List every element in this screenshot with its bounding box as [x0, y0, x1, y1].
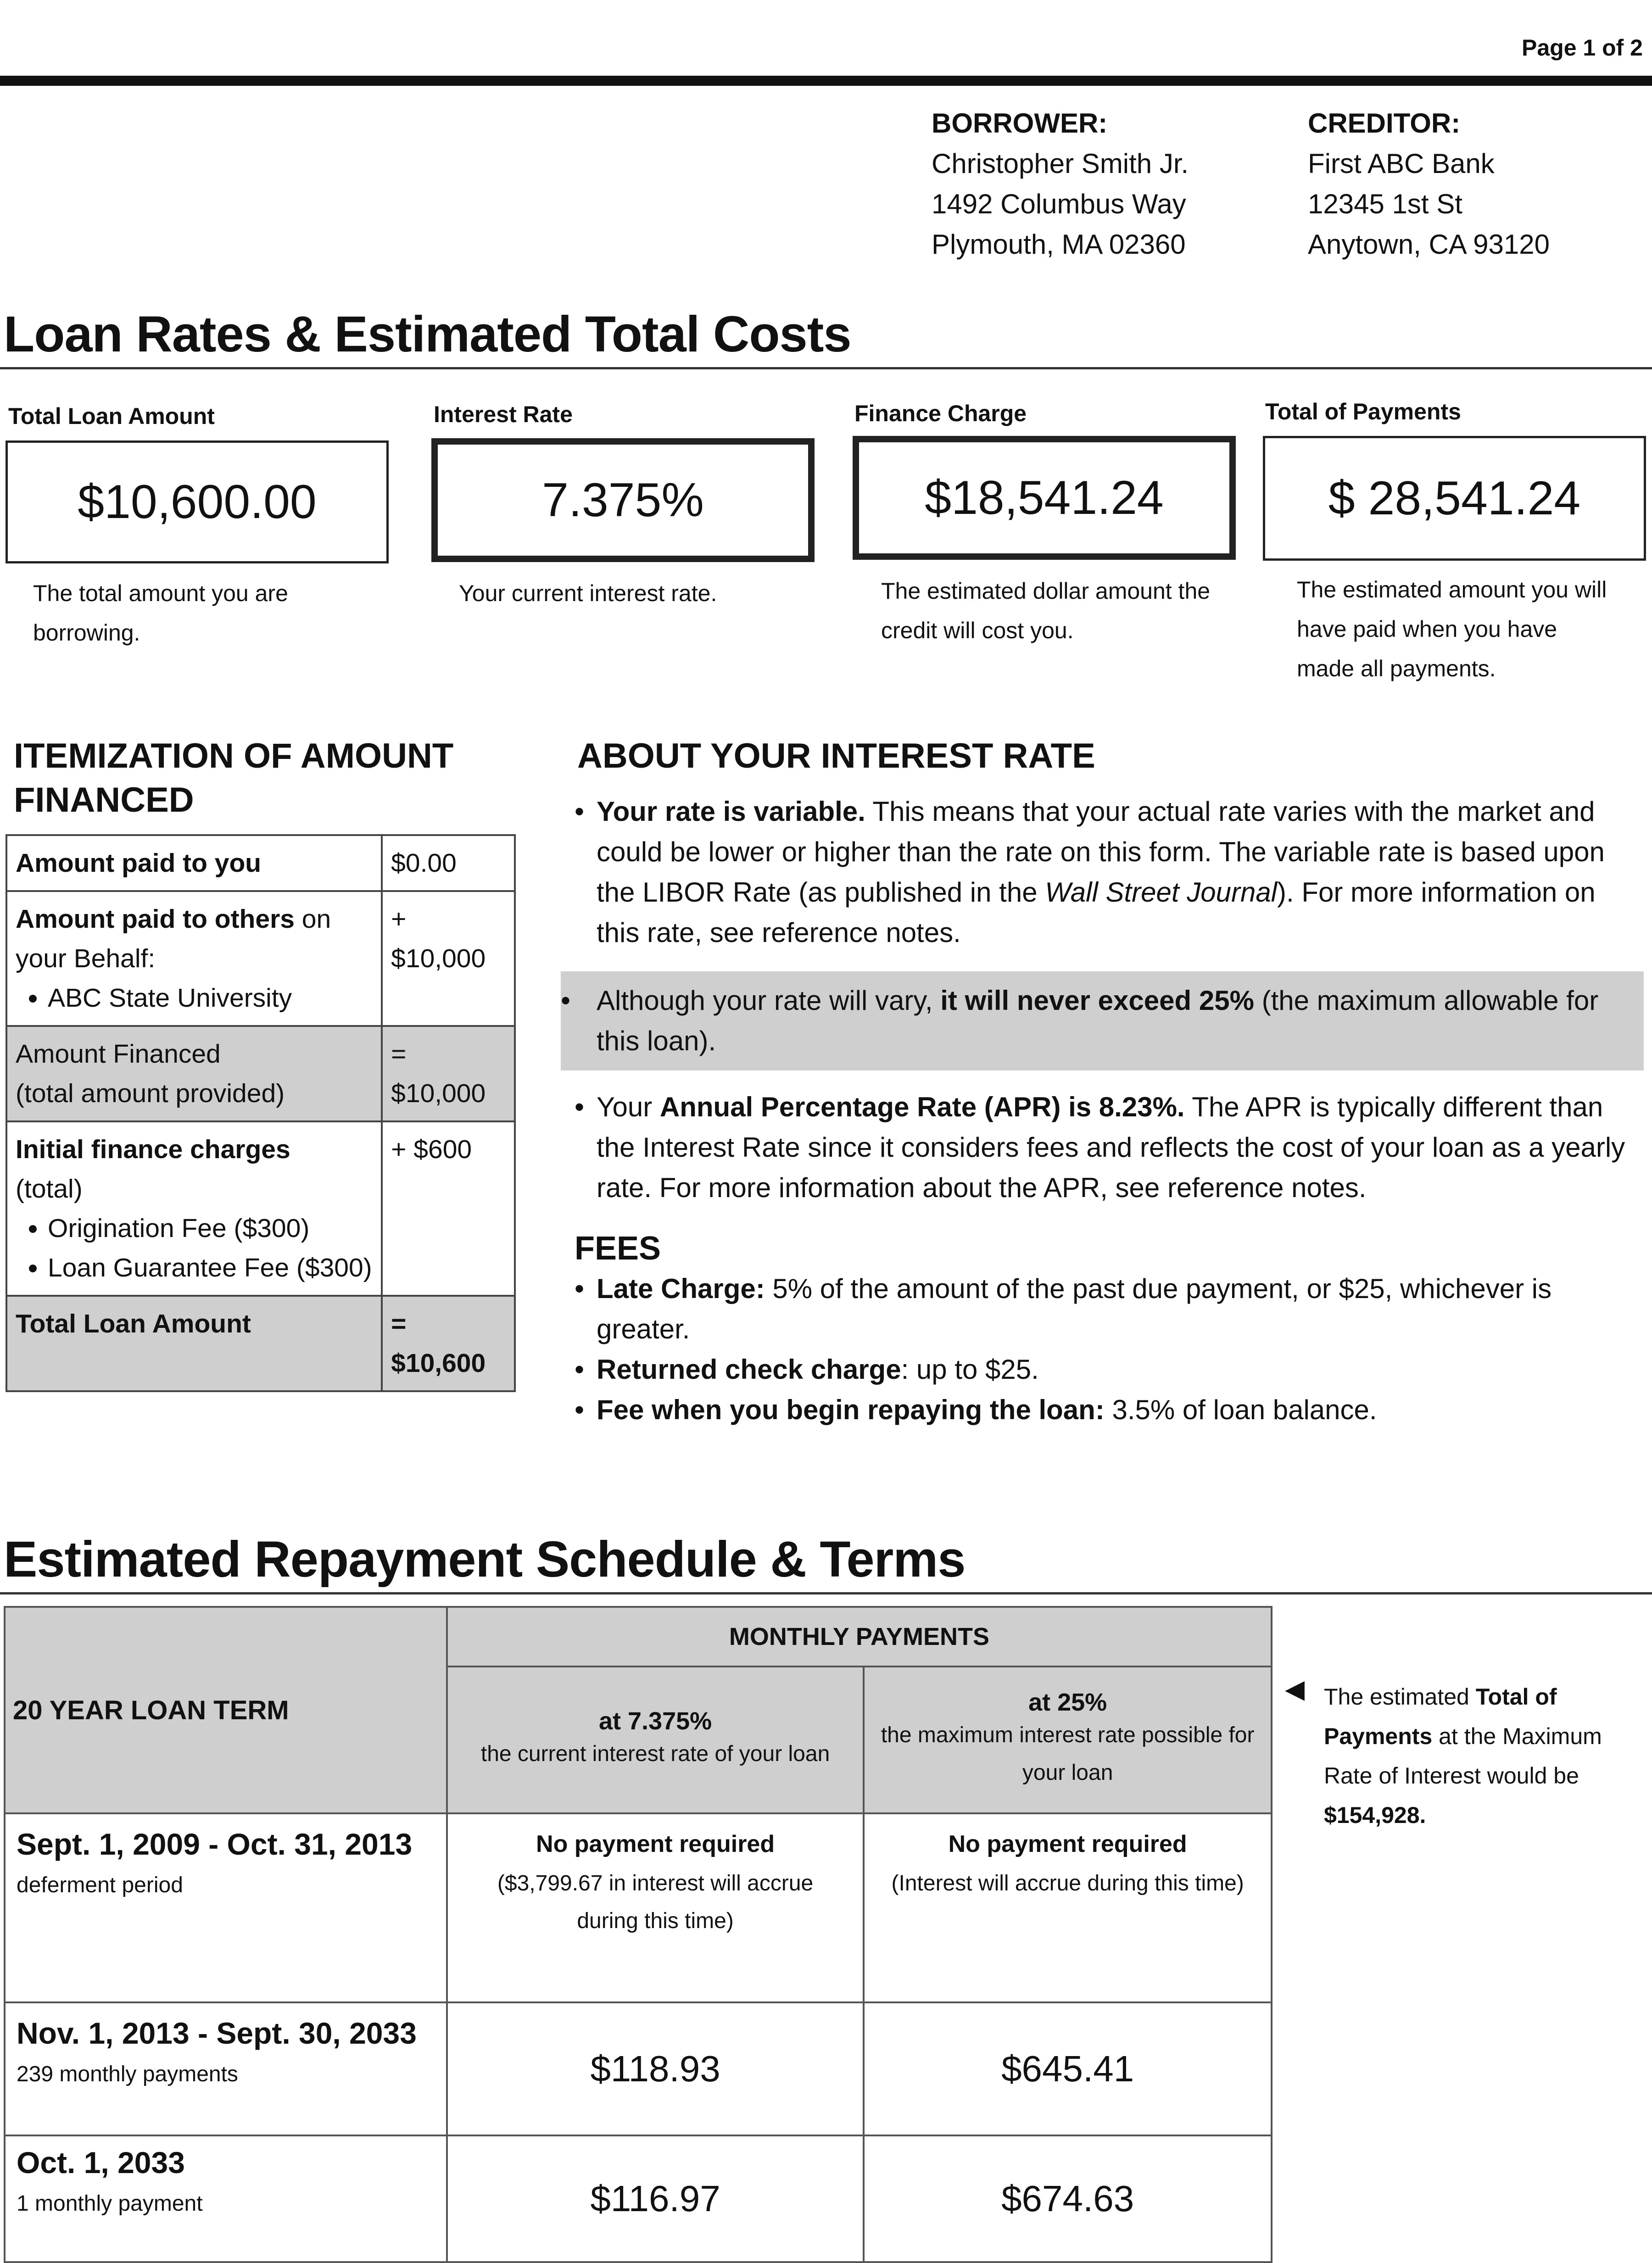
- max-rate-subheading: the maximum interest rate possible for your loan: [881, 1723, 1255, 1785]
- creditor-block: [1308, 103, 1629, 265]
- schedule-header-row: [5, 1607, 1272, 1667]
- borrower-address-line1: 1492 Columbus Way: [932, 189, 1186, 219]
- amount-paid-to-others-value: + $10,000: [382, 891, 515, 1026]
- repayment-fee-item: [575, 1390, 1644, 1430]
- finance-charge-label: Finance Charge: [854, 401, 1027, 426]
- initial-finance-charges-label: Initial finance charges: [16, 1135, 290, 1164]
- max-rate-header: [864, 1667, 1272, 1813]
- header-rule: [0, 76, 1652, 86]
- max-total-text: The estimated: [1324, 1684, 1476, 1710]
- amount-financed-sublabel: (total amount provided): [16, 1079, 285, 1108]
- itemization-row: [6, 1296, 515, 1391]
- repayment-fee-bold: Fee when you begin repaying the loan:: [597, 1394, 1105, 1425]
- monthly-payments-header: MONTHLY PAYMENTS: [447, 1607, 1272, 1667]
- finance-charge-box: [853, 436, 1236, 560]
- max-rate-text-end: (the maximum allowable for this loan).: [597, 985, 1599, 1056]
- origination-fee-item: • Origination Fee ($300): [48, 1209, 373, 1248]
- itemization-row: [6, 835, 515, 891]
- interest-rate-box: [431, 438, 815, 562]
- current-rate-payment: $116.97: [447, 2135, 864, 2262]
- schedule-period-desc: deferment period: [17, 1873, 183, 1897]
- itemization-row: [6, 1121, 515, 1296]
- itemization-row: [6, 1026, 515, 1121]
- max-total-payments-note: [1324, 1677, 1636, 1835]
- initial-finance-charges-sublabel: (total): [16, 1174, 83, 1204]
- schedule-period-desc: 239 monthly payments: [17, 2062, 238, 2086]
- wall-street-journal: Wall Street Journal: [1045, 877, 1278, 908]
- max-total-bold: Total of Payments: [1324, 1684, 1557, 1749]
- interest-rate-label: Interest Rate: [434, 401, 573, 427]
- returned-check-text: : up to $25.: [901, 1354, 1039, 1385]
- rate-variable-paragraph: [575, 791, 1644, 953]
- amount-paid-to-you-label: Amount paid to you: [16, 848, 262, 878]
- loan-guarantee-fee-item: • Loan Guarantee Fee ($300): [48, 1248, 373, 1288]
- current-rate-heading: at 7.375%: [598, 1707, 712, 1735]
- max-rate-bold: it will never exceed 25%: [940, 985, 1254, 1016]
- interest-rate-body: [575, 791, 1644, 1430]
- creditor-address-line1: 12345 1st St: [1308, 189, 1462, 219]
- max-rate-payment: No payment required: [948, 1831, 1187, 1857]
- apr-paragraph: [575, 1087, 1644, 1208]
- returned-check-item: [575, 1349, 1644, 1390]
- total-loan-amount-value: $10,600.00: [78, 475, 317, 529]
- page-number: Page 1 of 2: [1522, 35, 1643, 61]
- late-charge-bold: Late Charge:: [597, 1273, 765, 1304]
- loan-rates-title: Loan Rates & Estimated Total Costs: [4, 306, 851, 362]
- late-charge-item: [575, 1269, 1644, 1349]
- interest-rate-value: 7.375%: [542, 473, 704, 527]
- loan-rates-rule: [0, 367, 1652, 369]
- apr-text: Your: [597, 1092, 660, 1122]
- paid-to-item: • ABC State University: [48, 978, 373, 1018]
- current-rate-payment: No payment required: [536, 1831, 775, 1857]
- schedule-period: Oct. 1, 2033: [17, 2146, 185, 2179]
- creditor-address-line2: Anytown, CA 93120: [1308, 229, 1550, 260]
- total-of-payments-label: Total of Payments: [1265, 399, 1461, 424]
- interest-rate-note: Your current interest rate.: [459, 580, 717, 606]
- max-rate-heading: at 25%: [1028, 1689, 1107, 1716]
- schedule-rule: [0, 1592, 1652, 1594]
- left-arrow-icon: ◀: [1285, 1674, 1305, 1703]
- current-rate-note: ($3,799.67 in interest will accrue during this time): [497, 1871, 814, 1933]
- total-loan-amount-row-label: Total Loan Amount: [16, 1309, 251, 1338]
- itemization-row: [6, 891, 515, 1026]
- total-of-payments-box: [1263, 436, 1646, 561]
- schedule-period-desc: 1 monthly payment: [17, 2191, 203, 2216]
- interest-rate-section-title: ABOUT YOUR INTEREST RATE: [577, 736, 1095, 775]
- amount-financed-value: = $10,000: [382, 1026, 515, 1121]
- total-loan-amount-label: Total Loan Amount: [8, 403, 215, 429]
- current-rate-subheading: the current interest rate of your loan: [480, 1742, 830, 1766]
- rate-variable-text-end: ). For more information on this rate, see reference notes.: [597, 877, 1596, 948]
- amount-financed-label: Amount Financed: [16, 1039, 221, 1069]
- total-loan-amount-box: [6, 440, 389, 563]
- borrower-block: [932, 103, 1280, 265]
- total-of-payments-value: $ 28,541.24: [1328, 471, 1581, 525]
- total-loan-amount-note: The total amount you are borrowing.: [33, 580, 288, 646]
- borrower-label: BORROWER:: [932, 108, 1108, 139]
- fees-title: FEES: [575, 1230, 661, 1267]
- rate-variable-bold: Your rate is variable.: [597, 796, 865, 827]
- schedule-period: Nov. 1, 2013 - Sept. 30, 2033: [17, 2016, 417, 2050]
- current-rate-payment: $118.93: [447, 2002, 864, 2135]
- max-rate-note: (Interest will accrue during this time): [891, 1871, 1244, 1895]
- borrower-name: Christopher Smith Jr.: [932, 148, 1189, 179]
- current-rate-header: [447, 1667, 864, 1813]
- total-of-payments-note: The estimated amount you will have paid when you have made all payments.: [1297, 577, 1607, 681]
- max-total-amount: $154,928.: [1324, 1802, 1426, 1828]
- borrower-address-line2: Plymouth, MA 02360: [932, 229, 1186, 260]
- initial-finance-charges-value: + $600: [382, 1121, 515, 1296]
- late-charge-text: 5% of the amount of the past due payment, or $25, whichever is greater.: [597, 1273, 1552, 1344]
- finance-charge-note: The estimated dollar amount the credit will cost you.: [881, 578, 1211, 643]
- creditor-label: CREDITOR:: [1308, 108, 1461, 139]
- loan-term-header: 20 YEAR LOAN TERM: [5, 1607, 447, 1813]
- schedule-period: Sept. 1, 2009 - Oct. 31, 2013: [17, 1827, 413, 1861]
- schedule-row: [5, 1813, 1272, 2002]
- rate-variable-text: This means that your actual rate varies with the market and could be lower or higher than the rate on this form. The variable rate is based upon the LIBOR Rate (as published in the: [597, 796, 1605, 908]
- max-rate-payment: $645.41: [864, 2002, 1272, 2135]
- returned-check-bold: Returned check charge: [597, 1354, 901, 1385]
- apr-bold: Annual Percentage Rate (APR) is 8.23%.: [659, 1092, 1185, 1122]
- repayment-fee-text: 3.5% of loan balance.: [1104, 1394, 1377, 1425]
- apr-text-end: The APR is typically different than the Interest Rate since it considers fees and reflects the cost of your loan as a yearly rate. For more information about the APR, see reference notes.: [597, 1092, 1625, 1203]
- itemization-table: [6, 834, 516, 1392]
- schedule-table: [4, 1606, 1272, 2263]
- schedule-title: Estimated Repayment Schedule & Terms: [4, 1531, 966, 1588]
- finance-charge-value: $18,541.24: [925, 471, 1164, 524]
- schedule-row: [5, 2002, 1272, 2135]
- max-rate-payment: $674.63: [864, 2135, 1272, 2262]
- creditor-name: First ABC Bank: [1308, 148, 1495, 179]
- max-total-text-mid: at the Maximum Rate of Interest would be: [1324, 1723, 1602, 1789]
- itemization-title: ITEMIZATION OF AMOUNT FINANCED: [14, 736, 454, 819]
- total-loan-amount-row-value: = $10,600: [391, 1309, 486, 1378]
- amount-paid-to-others-label: Amount paid to others: [16, 904, 295, 934]
- amount-paid-to-others-label-rest: on your Behalf:: [16, 904, 331, 973]
- max-rate-text: Although your rate will vary,: [597, 985, 941, 1016]
- max-rate-callout: [561, 971, 1644, 1070]
- amount-paid-to-you-value: $0.00: [382, 835, 515, 891]
- schedule-row: [5, 2135, 1272, 2262]
